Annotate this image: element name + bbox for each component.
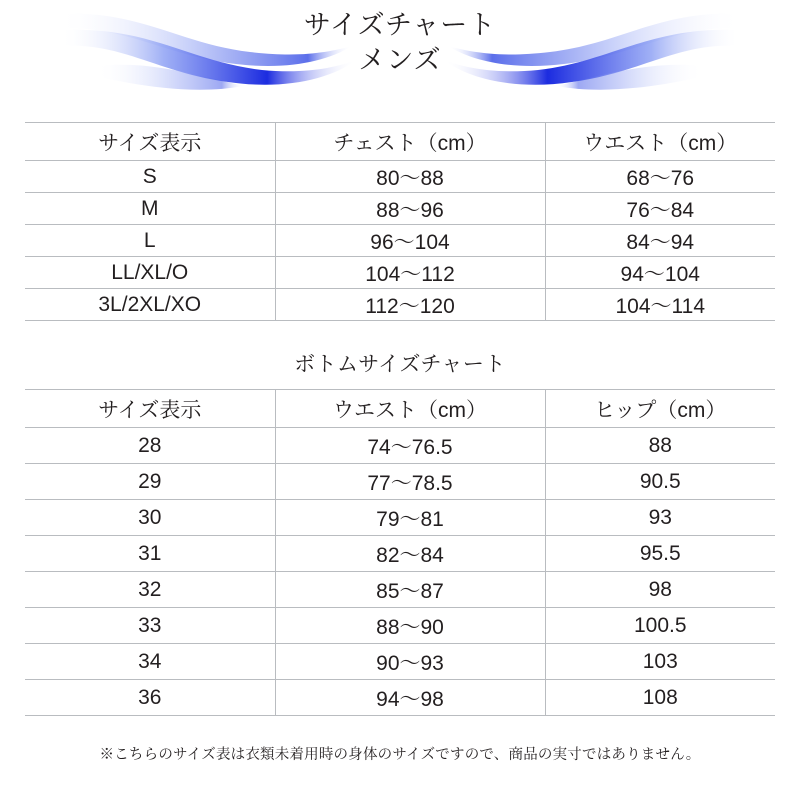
page-title: サイズチャート xyxy=(303,10,497,40)
header-text-block xyxy=(0,8,800,77)
table-row xyxy=(25,608,775,644)
cell-waist: 79〜81 xyxy=(275,500,545,536)
cell-waist: 82〜84 xyxy=(275,536,545,572)
table-row xyxy=(25,428,775,464)
cell-size: M xyxy=(25,193,275,225)
cell-hip: 90.5 xyxy=(545,464,775,500)
cell-waist: 90〜93 xyxy=(275,644,545,680)
column-header-hip: ヒップ（cm） xyxy=(545,390,775,428)
cell-waist: 85〜87 xyxy=(275,572,545,608)
column-header-waist: ウエスト（cm） xyxy=(545,123,775,161)
cell-hip: 108 xyxy=(545,680,775,716)
cell-size: S xyxy=(25,161,275,193)
cell-waist: 84〜94 xyxy=(545,225,775,257)
table-row xyxy=(25,500,775,536)
cell-size: 3L/2XL/XO xyxy=(25,289,275,321)
table-row xyxy=(25,464,775,500)
cell-size: 33 xyxy=(25,608,275,644)
table-row xyxy=(25,289,775,321)
cell-hip: 88 xyxy=(545,428,775,464)
cell-size: LL/XL/O xyxy=(25,257,275,289)
cell-hip: 103 xyxy=(545,644,775,680)
column-header-size: サイズ表示 xyxy=(25,123,275,161)
cell-waist: 68〜76 xyxy=(545,161,775,193)
table-row xyxy=(25,257,775,289)
cell-size: 31 xyxy=(25,536,275,572)
column-header-size: サイズ表示 xyxy=(25,390,275,428)
cell-waist: 74〜76.5 xyxy=(275,428,545,464)
cell-chest: 80〜88 xyxy=(275,161,545,193)
table-row xyxy=(25,680,775,716)
cell-chest: 96〜104 xyxy=(275,225,545,257)
cell-waist: 76〜84 xyxy=(545,193,775,225)
table-header-row xyxy=(25,390,775,428)
cell-size: 34 xyxy=(25,644,275,680)
cell-size: 28 xyxy=(25,428,275,464)
page-subtitle: メンズ xyxy=(358,44,442,75)
cell-chest: 104〜112 xyxy=(275,257,545,289)
tops-table-wrap xyxy=(25,122,775,321)
cell-hip: 93 xyxy=(545,500,775,536)
page-header xyxy=(0,0,800,108)
table-row xyxy=(25,161,775,193)
cell-size: L xyxy=(25,225,275,257)
cell-size: 29 xyxy=(25,464,275,500)
cell-hip: 95.5 xyxy=(545,536,775,572)
cell-waist: 88〜90 xyxy=(275,608,545,644)
bottoms-section-caption: ボトムサイズチャート xyxy=(294,353,506,376)
bottoms-table-wrap xyxy=(25,389,775,716)
cell-size: 30 xyxy=(25,500,275,536)
bottoms-size-table xyxy=(25,389,775,716)
cell-waist: 94〜98 xyxy=(275,680,545,716)
column-header-waist: ウエスト（cm） xyxy=(275,390,545,428)
table-row xyxy=(25,572,775,608)
table-row xyxy=(25,225,775,257)
table-row xyxy=(25,644,775,680)
tops-size-table xyxy=(25,122,775,321)
cell-chest: 112〜120 xyxy=(275,289,545,321)
cell-waist: 104〜114 xyxy=(545,289,775,321)
cell-hip: 98 xyxy=(545,572,775,608)
table-row xyxy=(25,536,775,572)
cell-hip: 100.5 xyxy=(545,608,775,644)
table-row xyxy=(25,193,775,225)
cell-chest: 88〜96 xyxy=(275,193,545,225)
cell-size: 36 xyxy=(25,680,275,716)
cell-size: 32 xyxy=(25,572,275,608)
column-header-chest: チェスト（cm） xyxy=(275,123,545,161)
cell-waist: 94〜104 xyxy=(545,257,775,289)
cell-waist: 77〜78.5 xyxy=(275,464,545,500)
size-disclaimer-note: ※こちらのサイズ表は衣類未着用時の身体のサイズですので、商品の実寸ではありません。 xyxy=(99,747,701,763)
table-header-row xyxy=(25,123,775,161)
